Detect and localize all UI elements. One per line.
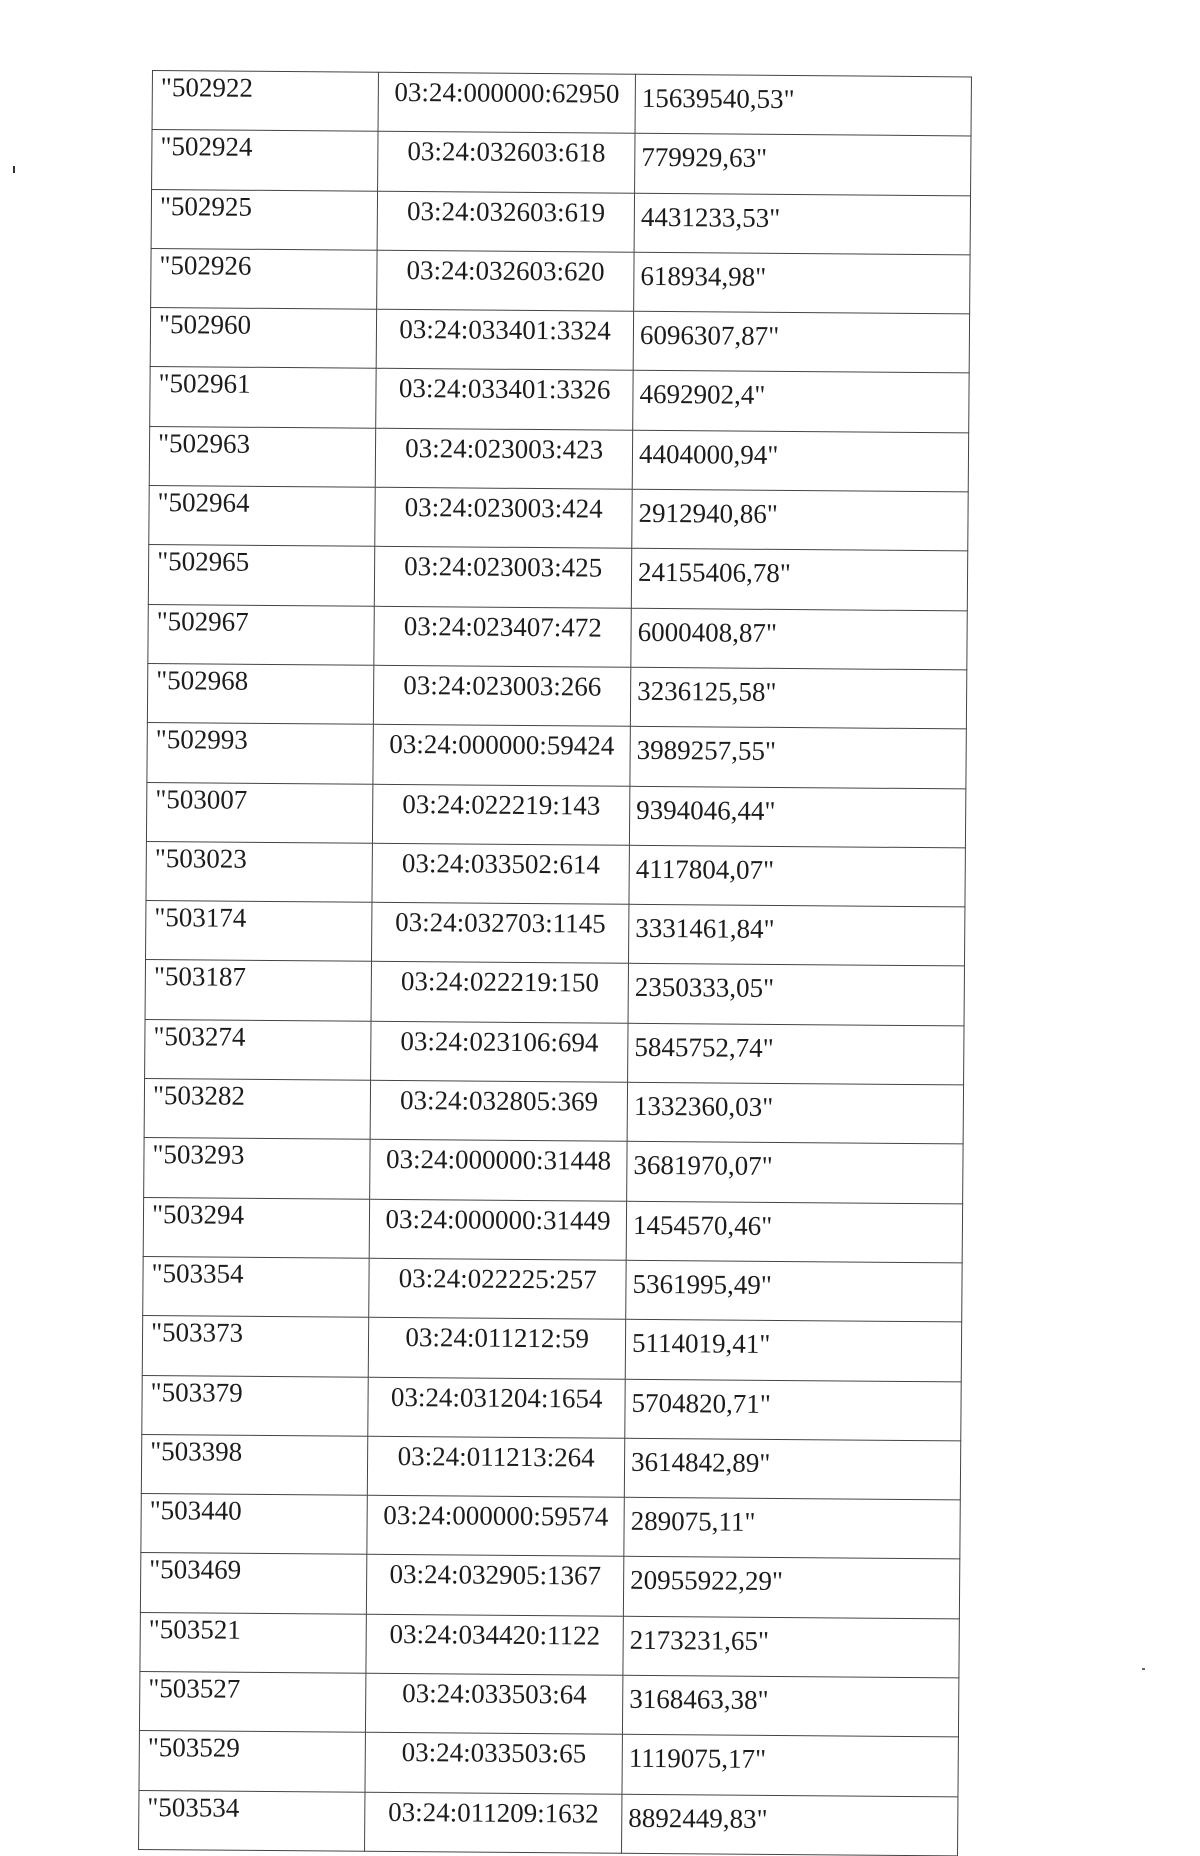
- value-cell: 8892449,83": [622, 1794, 958, 1856]
- row-number-cell: "503529: [139, 1731, 366, 1792]
- value-cell: 1332360,03": [627, 1082, 963, 1144]
- row-number-cell: "502922: [152, 71, 379, 132]
- value-cell: 3236125,58": [630, 667, 966, 729]
- row-number-cell: "502968: [147, 663, 374, 724]
- row-number-cell: "502961: [150, 367, 377, 428]
- cadastral-table: [138, 70, 972, 1856]
- cadastral-number-cell: 03:24:034420:1122: [366, 1614, 623, 1675]
- value-cell: 2912940,86": [632, 489, 968, 551]
- row-number-cell: "503023: [146, 841, 373, 902]
- value-cell: 2350333,05": [628, 964, 964, 1026]
- row-number-cell: "502924: [152, 130, 379, 191]
- row-number-cell: "503379: [142, 1375, 369, 1436]
- table-body: [139, 71, 972, 1856]
- cadastral-number-cell: 03:24:033503:65: [365, 1733, 622, 1794]
- cadastral-number-cell: 03:24:033503:64: [366, 1673, 623, 1734]
- table-row: [151, 189, 970, 255]
- table-row: [146, 782, 965, 848]
- cadastral-number-cell: 03:24:031204:1654: [368, 1377, 625, 1438]
- value-cell: 15639540,53": [635, 74, 971, 136]
- cadastral-number-cell: 03:24:032603:620: [377, 250, 634, 311]
- cadastral-number-cell: 03:24:033502:614: [372, 843, 629, 904]
- cadastral-number-cell: 03:24:023106:694: [371, 1021, 628, 1082]
- table-row: [142, 1375, 961, 1441]
- stray-mark: [13, 166, 15, 173]
- row-number-cell: "503282: [144, 1079, 371, 1140]
- row-number-cell: "503521: [140, 1612, 367, 1673]
- value-cell: 5704820,71": [625, 1379, 961, 1441]
- row-number-cell: "503534: [139, 1790, 366, 1851]
- value-cell: 1454570,46": [626, 1201, 962, 1263]
- value-cell: 4431233,53": [634, 193, 970, 255]
- row-number-cell: "503440: [141, 1494, 368, 1555]
- table-row: [144, 1138, 963, 1204]
- row-number-cell: "502993: [147, 723, 374, 784]
- value-cell: 2173231,65": [623, 1616, 959, 1678]
- table-row: [149, 426, 968, 492]
- value-cell: 3331461,84": [629, 904, 965, 966]
- cadastral-number-cell: 03:24:032905:1367: [367, 1555, 624, 1616]
- value-cell: 3989257,55": [630, 727, 966, 789]
- cadastral-number-cell: 03:24:023003:424: [375, 487, 632, 548]
- cadastral-number-cell: 03:24:011212:59: [368, 1317, 625, 1378]
- table-row: [140, 1553, 959, 1619]
- cadastral-number-cell: 03:24:000000:62950: [378, 72, 635, 133]
- row-number-cell: "502963: [149, 426, 376, 487]
- table-row: [139, 1671, 958, 1737]
- value-cell: 6096307,87": [633, 311, 969, 373]
- row-number-cell: "502960: [150, 308, 377, 369]
- table-row: [147, 723, 966, 789]
- value-cell: 6000408,87": [631, 608, 967, 670]
- cadastral-number-cell: 03:24:022225:257: [369, 1258, 626, 1319]
- value-cell: 9394046,44": [629, 786, 965, 848]
- scan-speck: [1142, 1668, 1145, 1670]
- cadastral-number-cell: 03:24:000000:31448: [370, 1140, 627, 1201]
- cadastral-number-cell: 03:24:032603:618: [378, 132, 635, 193]
- row-number-cell: "503373: [142, 1316, 369, 1377]
- table-row: [147, 663, 966, 729]
- value-cell: 3168463,38": [622, 1675, 958, 1737]
- value-cell: 3614842,89": [624, 1438, 960, 1500]
- table-row: [152, 130, 971, 196]
- cadastral-number-cell: 03:24:032805:369: [370, 1080, 627, 1141]
- cadastral-number-cell: 03:24:023003:425: [375, 547, 632, 608]
- row-number-cell: "502965: [148, 545, 375, 606]
- value-cell: 24155406,78": [631, 549, 967, 611]
- cadastral-number-cell: 03:24:032703:1145: [372, 902, 629, 963]
- table-row: [139, 1731, 958, 1797]
- table-row: [144, 1079, 963, 1145]
- value-cell: 4117804,07": [629, 845, 965, 907]
- value-cell: 289075,11": [624, 1497, 960, 1559]
- table-row: [141, 1434, 960, 1500]
- row-number-cell: "502925: [151, 189, 378, 250]
- row-number-cell: "503354: [143, 1256, 370, 1317]
- cadastral-number-cell: 03:24:000000:59574: [367, 1495, 624, 1556]
- cadastral-number-cell: 03:24:000000:31449: [369, 1199, 626, 1260]
- cadastral-number-cell: 03:24:023003:266: [374, 665, 631, 726]
- table-row: [143, 1256, 962, 1322]
- table-row: [150, 308, 969, 374]
- row-number-cell: "503527: [139, 1671, 366, 1732]
- row-number-cell: "502926: [151, 248, 378, 309]
- cadastral-number-cell: 03:24:011209:1632: [365, 1792, 622, 1853]
- value-cell: 618934,98": [634, 252, 970, 314]
- table-row: [146, 841, 965, 907]
- cadastral-number-cell: 03:24:011213:264: [368, 1436, 625, 1497]
- value-cell: 4404000,94": [632, 430, 968, 492]
- value-cell: 4692902,4": [633, 371, 969, 433]
- cadastral-number-cell: 03:24:022219:143: [373, 784, 630, 845]
- row-number-cell: "503174: [146, 901, 373, 962]
- row-number-cell: "503469: [140, 1553, 367, 1614]
- cadastral-number-cell: 03:24:033401:3324: [376, 309, 633, 370]
- value-cell: 5114019,41": [625, 1319, 961, 1381]
- row-number-cell: "503007: [146, 782, 373, 843]
- table-row: [139, 1790, 958, 1856]
- row-number-cell: "503398: [141, 1434, 368, 1495]
- row-number-cell: "502964: [149, 486, 376, 547]
- table-row: [145, 960, 964, 1026]
- cadastral-number-cell: 03:24:033401:3326: [376, 369, 633, 430]
- table-row: [141, 1494, 960, 1560]
- value-cell: 1119075,17": [622, 1735, 958, 1797]
- table-row: [146, 901, 965, 967]
- cadastral-number-cell: 03:24:023003:423: [375, 428, 632, 489]
- table-row: [145, 1019, 964, 1085]
- table-row: [148, 604, 967, 670]
- value-cell: 779929,63": [635, 134, 971, 196]
- value-cell: 3681970,07": [627, 1142, 963, 1204]
- cadastral-number-cell: 03:24:032603:619: [377, 191, 634, 252]
- table-row: [142, 1316, 961, 1382]
- value-cell: 5845752,74": [628, 1023, 964, 1085]
- cadastral-number-cell: 03:24:022219:150: [371, 962, 628, 1023]
- table-row: [148, 545, 967, 611]
- row-number-cell: "503293: [144, 1138, 371, 1199]
- table-row: [140, 1612, 959, 1678]
- table-row: [149, 486, 968, 552]
- row-number-cell: "503187: [145, 960, 372, 1021]
- table-row: [151, 248, 970, 314]
- table-row: [150, 367, 969, 433]
- cadastral-number-cell: 03:24:023407:472: [374, 606, 631, 667]
- row-number-cell: "503274: [145, 1019, 372, 1080]
- table-row: [143, 1197, 962, 1263]
- value-cell: 5361995,49": [626, 1260, 962, 1322]
- table-row: [152, 71, 971, 137]
- row-number-cell: "503294: [143, 1197, 370, 1258]
- row-number-cell: "502967: [148, 604, 375, 665]
- cadastral-number-cell: 03:24:000000:59424: [373, 725, 630, 786]
- value-cell: 20955922,29": [623, 1557, 959, 1619]
